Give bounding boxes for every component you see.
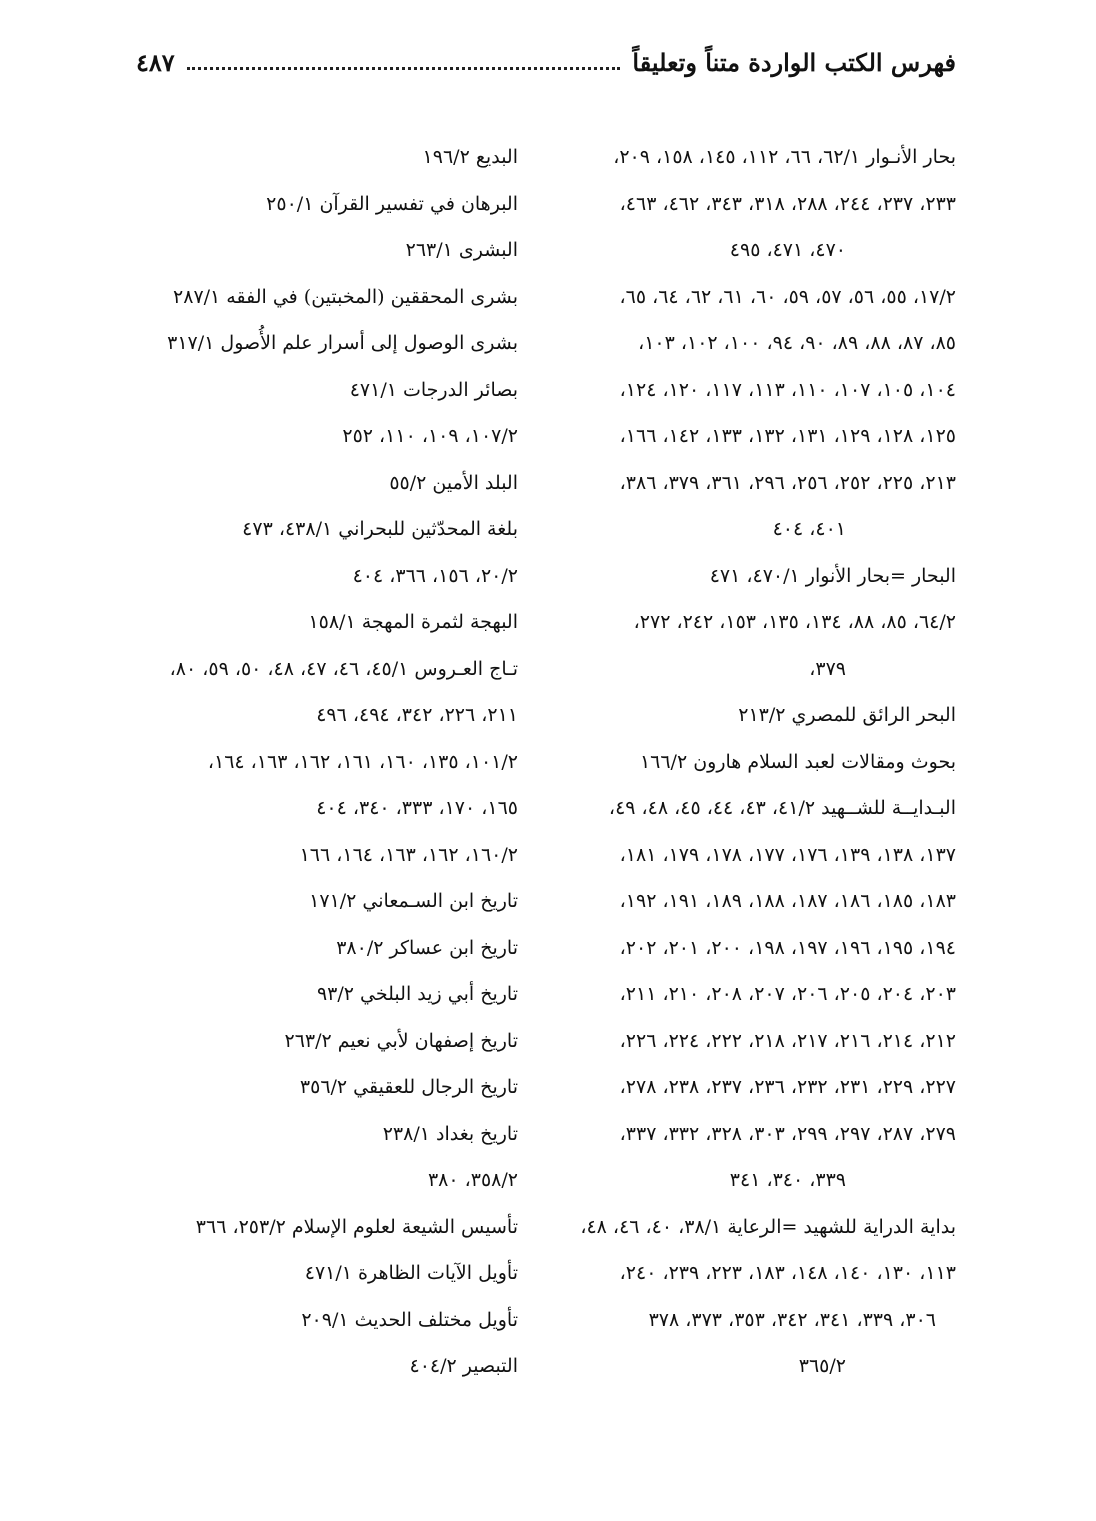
index-line: ١٧/٢، ٥٥، ٥٦، ٥٧، ٥٩، ٦٠، ٦١، ٦٢، ٦٤، ٦٥، — [619, 285, 956, 308]
running-title: فهرس الكتب الواردة متناً وتعليقاً — [632, 47, 956, 77]
page-number: ٤٨٧ — [136, 47, 175, 77]
index-column-right — [556, 134, 956, 1390]
index-line: تأويل مختلف الحديث ٢٠٩/١ — [301, 1308, 518, 1331]
dot-leader — [187, 67, 621, 70]
index-line: البديع ١٩٦/٢ — [422, 146, 518, 168]
index-line: بحار الأنـوار ٦٢/١، ٦٦، ١١٢، ١٤٥، ١٥٨، ٢٠٩، — [613, 146, 956, 168]
index-line: ٢٠٣، ٢٠٤، ٢٠٥، ٢٠٦، ٢٠٧، ٢٠٨، ٢١٠، ٢١١، — [619, 983, 956, 1005]
index-line: تاريخ الرجال للعقيقي ٣٥٦/٢ — [299, 1076, 518, 1098]
index-line: ٤٠١، ٤٠٤ — [772, 518, 846, 540]
index-line: البـدايــة للشــهيد ٤١/٢، ٤٣، ٤٤، ٤٥، ٤٨، ٤٩، — [608, 797, 956, 819]
index-line: بلغة المحدّثين للبحراني ٤٣٨/١، ٤٧٣ — [242, 518, 518, 540]
index-line: ١٨٣، ١٨٥، ١٨٦، ١٨٧، ١٨٨، ١٨٩، ١٩١، ١٩٢، — [619, 890, 956, 912]
index-line: البلد الأمين ٥٥/٢ — [389, 471, 518, 494]
index-line: ٨٥، ٨٧، ٨٨، ٨٩، ٩٠، ٩٤، ١٠٠، ١٠٢، ١٠٣، — [638, 332, 956, 354]
page-header — [136, 42, 956, 82]
index-line: البحر الرائق للمصري ٢١٣/٢ — [738, 704, 956, 726]
index-line: البهجة لثمرة المهجة ١٥٨/١ — [308, 611, 518, 633]
index-line: ١٠١/٢، ١٣٥، ١٦٠، ١٦١، ١٦٢، ١٦٣، ١٦٤، — [207, 750, 518, 773]
index-column-left — [98, 134, 518, 1390]
index-line: تـاج العـروس ٤٥/١، ٤٦، ٤٧، ٤٨، ٥٠، ٥٩، ٨٠، — [169, 657, 518, 680]
index-line: تاريخ إصفهان لأبي نعيم ٢٦٣/٢ — [284, 1029, 518, 1052]
index-line: بشرى الوصول إلى أسرار علم الأُصول ٣١٧/١ — [167, 332, 518, 354]
index-line: ٣٦٥/٢ — [798, 1355, 846, 1377]
index-line: ٤٧٠، ٤٧١، ٤٩٥ — [729, 239, 846, 261]
index-line: تاريخ ابن السـمعاني ١٧١/٢ — [309, 890, 518, 912]
index-line: ١٩٤، ١٩٥، ١٩٦، ١٩٧، ١٩٨، ٢٠٠، ٢٠١، ٢٠٢، — [619, 936, 956, 959]
index-line: تاريخ بغداد ٢٣٨/١ — [382, 1122, 518, 1145]
index-line: ١٣٧، ١٣٨، ١٣٩، ١٧٦، ١٧٧، ١٧٨، ١٧٩، ١٨١، — [619, 843, 956, 866]
index-line: تأسيس الشيعة لعلوم الإسلام ٢٥٣/٢، ٣٦٦ — [195, 1215, 518, 1238]
index-line: ٣٠٦، ٣٣٩، ٣٤١، ٣٤٢، ٣٥٣، ٣٧٣، ٣٧٨ — [648, 1308, 936, 1331]
index-line: بحوث ومقالات لعبد السلام هارون ١٦٦/٢ — [639, 750, 956, 773]
index-line: بداية الدراية للشهيد =الرعاية ٣٨/١، ٤٠، ٤٦، ٤٨، — [580, 1215, 956, 1238]
index-line: تأويل الآيات الظاهرة ٤٧١/١ — [304, 1262, 518, 1284]
index-line: بشرى المحققين (المخبتين) في الفقه ٢٨٧/١ — [173, 285, 518, 308]
index-line: ٦٤/٢، ٨٥، ٨٨، ١٣٤، ١٣٥، ١٥٣، ٢٤٢، ٢٧٢، — [633, 611, 956, 633]
index-line: ٢١٣، ٢٢٥، ٢٥٢، ٢٥٦، ٢٩٦، ٣٦١، ٣٧٩، ٣٨٦، — [619, 471, 956, 494]
index-line: ٢٣٣، ٢٣٧، ٢٤٤، ٢٨٨، ٣١٨، ٣٤٣، ٤٦٢، ٤٦٣، — [619, 192, 956, 215]
index-line: ٢١٢، ٢١٤، ٢١٦، ٢١٧، ٢١٨، ٢٢٢، ٢٢٤، ٢٢٦، — [619, 1029, 956, 1052]
index-line: ١٠٧/٢، ١٠٩، ١١٠، ٢٥٢ — [342, 425, 518, 447]
index-line: تاريخ ابن عساكر ٣٨٠/٢ — [336, 936, 518, 959]
index-line: البحار =بحار الأنوار ٤٧٠/١، ٤٧١ — [709, 564, 956, 587]
index-line: تاريخ أبي زيد البلخي ٩٣/٢ — [316, 983, 518, 1005]
index-line: البشرى ٢٦٣/١ — [405, 239, 518, 261]
index-line: ٢٠/٢، ١٥٦، ٣٦٦، ٤٠٤ — [352, 564, 518, 587]
index-line: ٣٧٩، — [809, 657, 846, 680]
index-line: ٣٣٩، ٣٤٠، ٣٤١ — [729, 1169, 846, 1191]
index-line: ١٦٥، ١٧٠، ٣٣٣، ٣٤٠، ٤٠٤ — [316, 797, 518, 819]
index-line: ٣٥٨/٢، ٣٨٠ — [427, 1169, 518, 1191]
index-line: ١٢٥، ١٢٨، ١٢٩، ١٣١، ١٣٢، ١٣٣، ١٤٢، ١٦٦، — [619, 425, 956, 447]
index-line: ٢١١، ٢٢٦، ٣٤٢، ٤٩٤، ٤٩٦ — [316, 704, 518, 726]
index-line: البرهان في تفسير القرآن ٢٥٠/١ — [266, 192, 518, 215]
index-line: ١٦٠/٢، ١٦٢، ١٦٣، ١٦٤، ١٦٦ — [299, 843, 518, 866]
index-line: التبصير ٤٠٤/٢ — [409, 1355, 518, 1377]
index-line: بصائر الدرجات ٤٧١/١ — [349, 378, 518, 401]
index-line: ١١٣، ١٣٠، ١٤٠، ١٤٨، ١٨٣، ٢٢٣، ٢٣٩، ٢٤٠، — [619, 1262, 956, 1284]
index-line: ٢٧٩، ٢٨٧، ٢٩٧، ٢٩٩، ٣٠٣، ٣٢٨، ٣٣٢، ٣٣٧، — [619, 1122, 956, 1145]
index-line: ٢٢٧، ٢٢٩، ٢٣١، ٢٣٢، ٢٣٦، ٢٣٧، ٢٣٨، ٢٧٨، — [619, 1076, 956, 1098]
index-line: ١٠٤، ١٠٥، ١٠٧، ١١٠، ١١٣، ١١٧، ١٢٠، ١٢٤، — [619, 378, 956, 401]
